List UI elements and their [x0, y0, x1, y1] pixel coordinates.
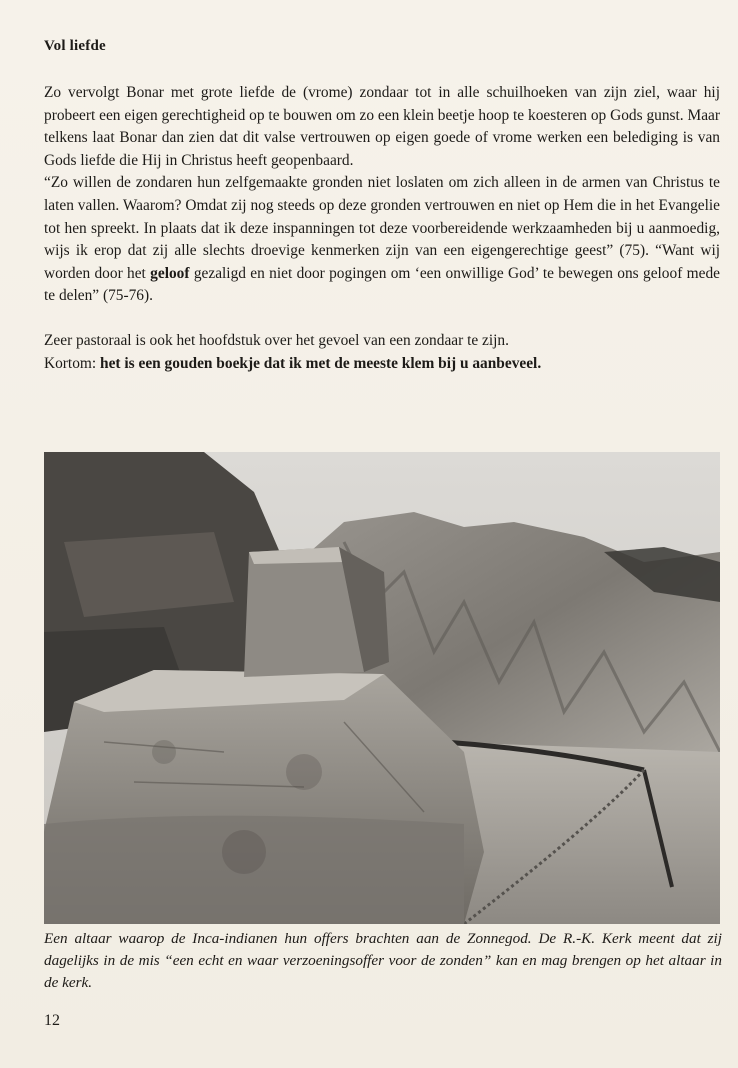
- article-body: [44, 82, 720, 375]
- altar-photo: [44, 452, 720, 924]
- paragraph-3: [44, 330, 720, 375]
- paragraph-1: Zo vervolgt Bonar met grote liefde de (vrome) zondaar tot in alle schuilhoeken van zijn ziel, waar hij probeert een eigen gerechtigheid op te bouwen om zo een klein beetje hoop te koesteren op Gods gunst. Maar telkens laat Bonar dan zien dat dit valse vertrouwen op eigen goede of vrome werken een belediging is van Gods liefde die Hij in Christus heeft geopenbaard.: [44, 84, 720, 169]
- page-number: 12: [44, 1012, 60, 1029]
- recommendation-emphasis: het is een gouden boekje dat ik met de meeste klem bij u aanbeveel.: [100, 354, 542, 372]
- section-title: Vol liefde: [44, 38, 106, 54]
- paragraph-2: [44, 172, 720, 308]
- paragraph-2-text-a: “Zo willen de zondaren hun zelfgemaakte gronden niet loslaten om zich alleen in de armen van Christus te laten vallen. Waarom? Omdat zij nog steeds op deze gronden vertrouwen en niet op Hem die in het Evangelie tot hen spreekt. In plaats dat ik deze inspanningen tot deze voorbereidende werkzaamheden bij u aanmoedig, wijs ik erop dat zij alle slechts droevige kenmerken zijn van een eigengerechtige geest” (75). “Want wij worden door het: [44, 174, 720, 282]
- paragraph-3-lead: Kortom:: [44, 354, 101, 372]
- photo-caption: Een altaar waarop de Inca-indianen hun offers brachten aan de Zonnegod. De R.-K. Kerk meent dat zij dagelijks in de mis “een echt en waar verzoeningsoffer voor de zonden” kan en mag brengen op het altaar in de kerk.: [44, 930, 722, 991]
- altar-photo-image: [44, 452, 720, 924]
- emphasis-geloof: geloof: [150, 264, 190, 282]
- paragraph-2-text-b: gezaligd en niet door pogingen om ‘een onwillige God’ te bewegen ons geloof mede te delen” (75-76).: [44, 264, 720, 305]
- paragraph-3-line-1: Zeer pastoraal is ook het hoofdstuk over het gevoel van een zondaar te zijn.: [44, 331, 509, 349]
